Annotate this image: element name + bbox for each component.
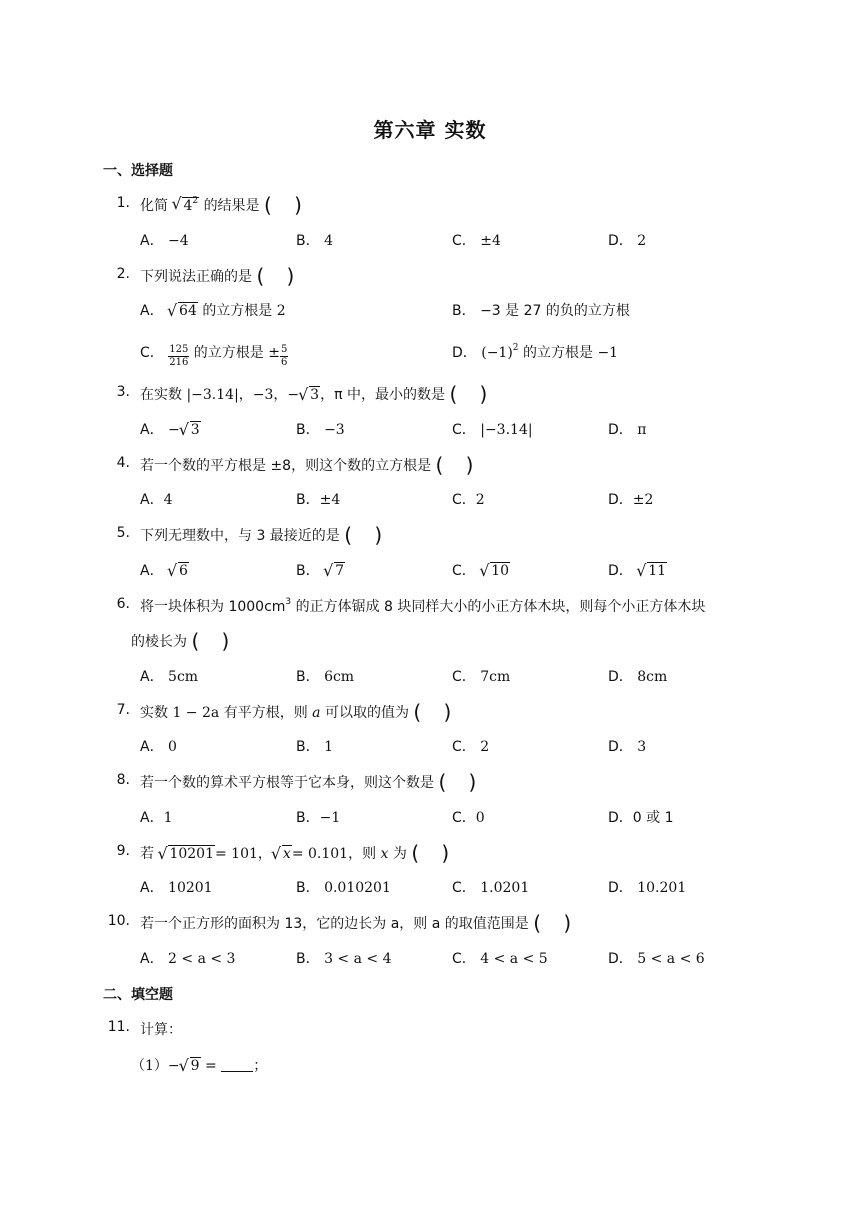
option-c[interactable]: C． ±4 (452, 233, 501, 249)
option-a[interactable]: A．4 (140, 492, 173, 508)
option-d[interactable]: D． 3 (608, 739, 647, 755)
question-text-continued: 的棱长为 ( ) (131, 629, 230, 653)
option-d[interactable]: D．±2 (608, 492, 654, 508)
question-number: 3. (116, 384, 130, 400)
option-a[interactable]: A． √ 64 的立方根是 2 (140, 300, 286, 320)
option-d[interactable]: D． 8cm (608, 669, 668, 685)
option-c[interactable]: C． 1.0201 (452, 880, 530, 896)
option-b[interactable]: B． 6cm (296, 669, 355, 685)
question-text: 若一个数的平方根是 ±8，则这个数的立方根是 ( ) (140, 453, 474, 477)
question-number: 9. (116, 843, 130, 859)
option-c[interactable]: C．2 (452, 492, 485, 508)
option-a[interactable]: A． −√ 3 (140, 419, 201, 439)
page-title: 第六章 实数 (373, 118, 487, 142)
option-b[interactable]: B． 0.010201 (296, 880, 391, 896)
sub-question-1: （1）−√ 9 = ； (131, 1055, 267, 1075)
option-a[interactable]: A．1 (140, 810, 173, 826)
option-c[interactable]: C． √ 10 (452, 560, 510, 580)
option-d[interactable]: D． $(-1)^2$ 的立方根是 −1 (452, 343, 619, 361)
option-b[interactable]: B． −3 是 27 的负的立方根 (452, 303, 630, 319)
option-c[interactable]: C． 4 < a < 5 (452, 951, 548, 967)
option-c[interactable]: C． 2 (452, 739, 490, 755)
question-number: 11. (107, 1019, 130, 1035)
question-number: 2. (116, 266, 130, 282)
option-a[interactable]: A． 0 (140, 739, 177, 755)
question-text: 若一个数的算术平方根等于它本身，则这个数是 ( ) (140, 770, 477, 794)
option-b[interactable]: B．−1 (296, 810, 341, 826)
question-number: 5. (116, 525, 130, 541)
option-d[interactable]: D． 2 (608, 233, 647, 249)
option-b[interactable]: B． −3 (296, 422, 345, 438)
question-number: 7. (116, 702, 130, 718)
question-number: 4. (116, 455, 130, 471)
option-b[interactable]: B． √ 7 (296, 560, 345, 580)
option-a[interactable]: A． 10201 (140, 880, 213, 896)
question-text: 在实数 |−3.14|，−3，−√ 3，π 中，最小的数是 ( ) (140, 382, 487, 406)
question-number: 1. (116, 195, 130, 211)
option-a[interactable]: A． 2 < a < 3 (140, 951, 236, 967)
option-b[interactable]: B． 4 (296, 233, 333, 249)
option-b[interactable]: B． 1 (296, 739, 333, 755)
question-text: 实数 1 − 2a 有平方根，则 a 可以取的值为 ( ) (140, 700, 452, 724)
question-number: 10. (107, 913, 130, 929)
option-d[interactable]: D． 10.201 (608, 880, 687, 896)
option-d[interactable]: D． π (608, 422, 647, 438)
sqrt-expression: √ $4^2$ (172, 196, 199, 214)
option-d[interactable]: D．0 或 1 (608, 810, 674, 826)
option-d[interactable]: D． √ 11 (608, 560, 667, 580)
option-c[interactable]: C． 7cm (452, 669, 511, 685)
section-heading-choice: 一、选择题 (103, 163, 173, 179)
option-d[interactable]: D． 5 < a < 6 (608, 951, 705, 967)
question-text: 计算： (140, 1022, 182, 1038)
question-text: 下列说法正确的是 ( ) (140, 264, 295, 288)
option-a[interactable]: A． 5cm (140, 669, 199, 685)
option-b[interactable]: B． 3 < a < 4 (296, 951, 392, 967)
option-a[interactable]: A． √ 6 (140, 560, 189, 580)
option-c[interactable]: C． |−3.14| (452, 422, 533, 438)
question-number: 6. (116, 596, 130, 612)
option-a[interactable]: A． −4 (140, 233, 189, 249)
answer-blank[interactable] (221, 1071, 253, 1072)
option-b[interactable]: B．±4 (296, 492, 341, 508)
section-heading-fill: 二、填空题 (103, 987, 173, 1003)
question-text: 化简 √ $4^2$ 的结果是 ( ) (140, 193, 302, 217)
question-text: 将一块体积为 $1000cm^3$ 的正方体锯成 8 块同样大小的小正方体木块，则每个小正方体木块 (140, 597, 706, 615)
option-c[interactable]: C．0 (452, 810, 485, 826)
question-text: 若 √ 10201= 101，√ x= 0.101，则 x 为 ( ) (140, 841, 449, 865)
question-text: 若一个正方形的面积为 13，它的边长为 a，则 a 的取值范围是 ( ) (140, 911, 572, 935)
option-c[interactable]: C． $\frac{125}{216}$ 的立方根是 ± $\frac{5}{6}$ (140, 344, 288, 368)
question-number: 8. (116, 772, 130, 788)
question-text: 下列无理数中，与 3 最接近的是 ( ) (140, 523, 383, 547)
